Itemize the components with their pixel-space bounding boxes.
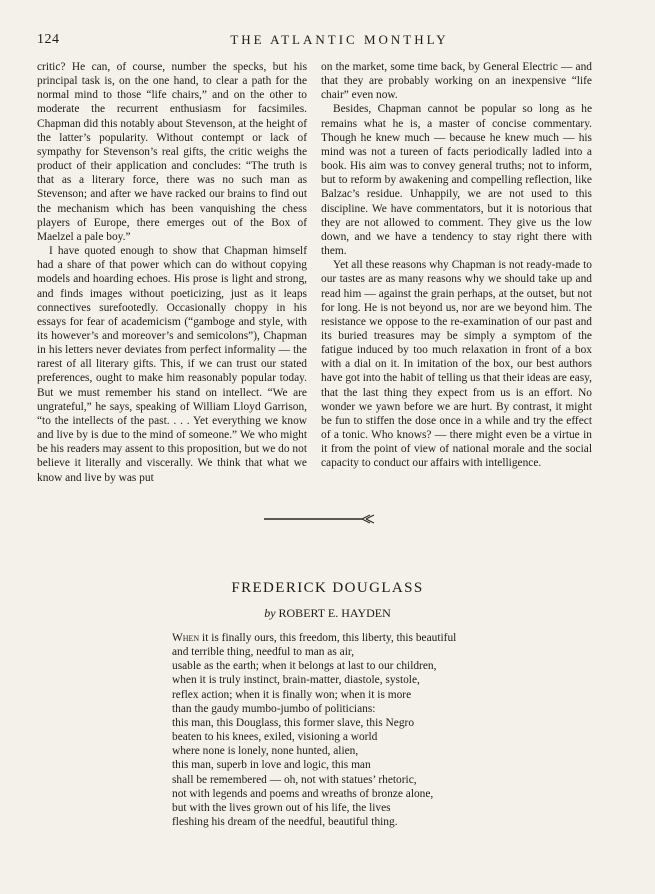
paragraph: on the market, some time back, by General Electric — and that they are probably working on an inexpensive “life chair” even now. — [321, 61, 592, 102]
poem-line: this man, this Douglass, this former slave, this Negro — [172, 716, 415, 729]
poem-line: fleshing his dream of the needful, beautiful thing. — [172, 816, 398, 829]
poem-line: reflex action; when it is finally won; when it is more — [172, 688, 412, 701]
poem-line: beaten to his knees, exiled, visioning a world — [172, 731, 378, 744]
paragraph: critic? He can, of course, number the specks, but his principal task is, on the one hand, to clear a path for the normal mind to those “life chairs,” and on the other to moderate the recurrent enthusiasm for facsimiles. Chapman did this notably about Stevenson, at the height of the latter’s popularity. Without contempt or lack of sympathy for Stevenson’s real gifts, the critic weighs the product of their application and concludes: “The truth is that as a literary force, there was no such man as Stevenson; and after we have racked our brains to find out the mechanism which has been vanquishing the chess players of Europe, there emerges out of the Box of Maelzel a pale boy.” — [37, 61, 307, 243]
poem-line: where none is lonely, none hunted, alien, — [172, 745, 359, 758]
poem-line: when it is truly instinct, brain-matter, diastole, systole, — [172, 674, 420, 687]
right-column — [321, 60, 592, 471]
poem-body — [172, 631, 532, 829]
poem-line: this man, superb in love and logic, this man — [172, 759, 371, 772]
paragraph: Yet all these reasons why Chapman is not ready-made to our tastes are as many reasons why we should take up and read him — against the grain perhaps, at the outset, but not for long. He is not beyond us, nor are we beyond him. The resistance we oppose to the re-examination of our past and its buried treasures may be simply a symptom of the fatigue induced by too much relaxation in front of a box with a dial on it. In imitation of the box, our best authors have got into the habit of telling us that their ideas are easy, that the last thing they expect from us is an effort. No wonder we yawn before we are hurt. By contrast, it might be fun to stiffen the dose once in a while and try the effect of a tonic. Who knows? — there might even be a virtue in it from the point of view of national morale and the social capacity to conduct our affairs with intelligence. — [321, 259, 592, 470]
paragraph: Besides, Chapman cannot be popular so long as he remains what he is, a master of concise commentary. Though he knew much — because he knew much — his mind was not a tureen of facts periodically ladled into a book. His aim was to convey general truths; not to inform, but to reform by awakening and compelling reflection, like Balzac’s residue. Unhappily, we are not used to this discipline. We have commentators, but it is notorious that they are not allowed to comment. They give us the low down, and we have a tendency to stay right there with them. — [321, 103, 592, 258]
poem-line: but with the lives grown out of his life, the lives — [172, 801, 391, 814]
poem-line: than the gaudy mumbo-jumbo of politicians: — [172, 702, 376, 715]
poem-title: FREDERICK DOUGLASS — [231, 580, 424, 596]
journal-title: THE ATLANTIC MONTHLY — [230, 32, 449, 47]
poem-line: shall be remembered — oh, not with statues’ rhetoric, — [172, 773, 417, 786]
poem-line: not with legends and poems and wreaths of bronze alone, — [172, 787, 434, 800]
paragraph: I have quoted enough to show that Chapman himself had a share of that power which can do without copying models and hoarding echoes. His prose is light and strong, and finds images without poeticizing, just as it leaps connectives surefootedly. Occasionally choppy in his essays for fear of academicism (“gamboge and style, with its however’s and moreover’s and semicolons”), Chapman in his letters never deviates from perfect informality — the rarest of all literary gifts. This, if we can trust our stated preferences, ought to make him reasonably popular today. But we must remember his stand on intellect. “We are ungrateful,” he says, speaking of William Lloyd Garrison, “to the intellects of the past. . . . Yet everything we know and live by is due to the mind of someone.” We who might be his readers may assent to this proposition, but we do not believe it literally and viscerally. We think that what we know and live by was put — [37, 245, 307, 484]
running-head — [37, 32, 622, 50]
page-number: 124 — [37, 32, 60, 47]
poem-byline — [0, 606, 655, 621]
poem-first-word: When — [172, 632, 200, 644]
poem-line — [172, 631, 532, 645]
poem-first-line-rest: it is finally ours, this freedom, this liberty, this beautiful — [199, 632, 457, 644]
left-column — [37, 60, 307, 485]
byline-by: by — [264, 606, 276, 620]
poem-line: usable as the earth; when it belongs at last to our children, — [172, 660, 437, 673]
section-divider-ornament — [262, 512, 380, 526]
poem-line: and terrible thing, needful to man as air, — [172, 646, 355, 659]
poem-author: ROBERT E. HAYDEN — [278, 606, 391, 620]
